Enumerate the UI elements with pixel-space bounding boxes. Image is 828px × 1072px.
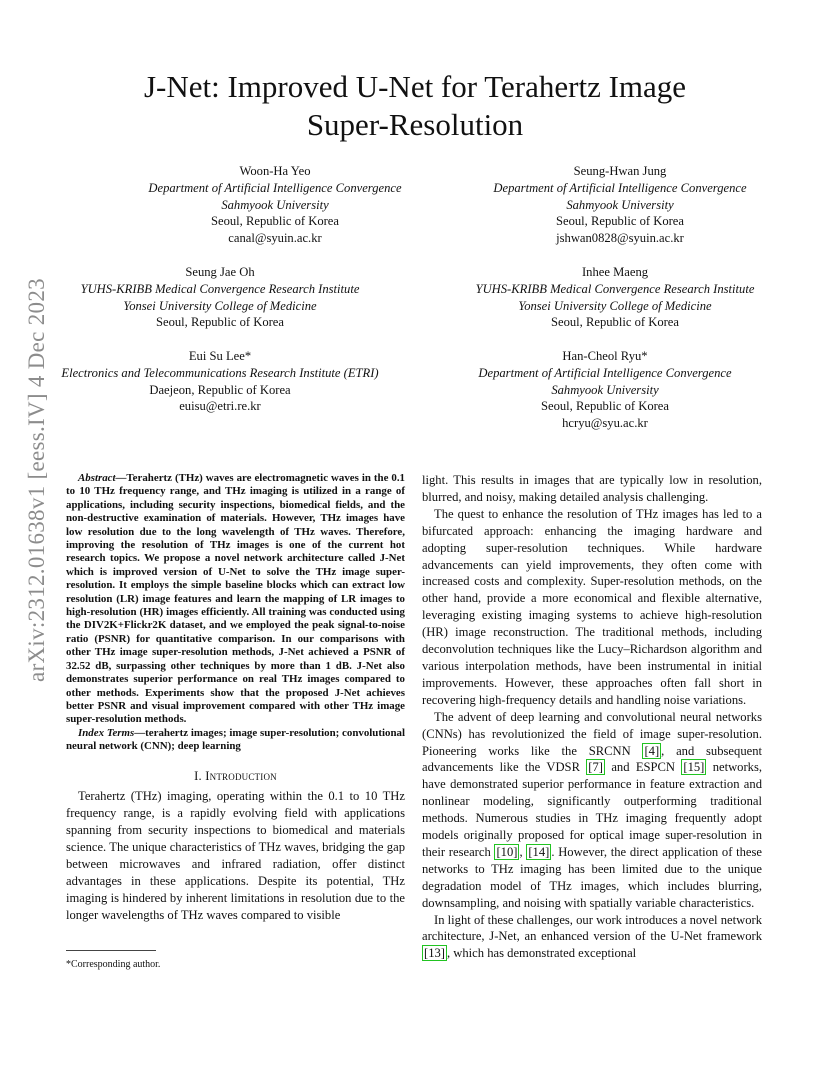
paragraph: The quest to enhance the resolution of THz images has led to a bifurcated approach: enhancing the imaging hardware and adopting super-resolution techniques. While hardware advancements can yield improvements, they often come with increased costs and complexity. Super-resolution methods, on the other hand, provide a more economical and flexible alternative, leveraging existing imaging systems to achieve high-resolution (HR) image reconstruction. The traditional methods, including deconvolution techniques like the Lucy–Richardson algorithm and various interpolation methods, have been instrumental in initial improvements. However, these approaches often fall short in recovering high-frequency details and handling noise variations. [422,506,762,707]
section-title: Introduction [205,768,277,783]
author-block [435,348,775,432]
author-location: Seoul, Republic of Korea [555,214,684,229]
right-column [422,472,762,962]
paragraph [422,912,762,963]
paragraph: Terahertz (THz) imaging, operating within the 0.1 to 10 THz frequency range, is a rapidly evolving field with applications spanning from security inspections to biomedical and materials science. The unique characteristics of THz waves, bridging the gap between microwaves and infrared radiation, offer distinct advantages in these applications. Despite its potential, THz imaging is hindered by inherent limitations in resolution due to the longer wavelengths of THz waves compared to visible [66,789,405,922]
author-location: Seoul, Republic of Korea [550,315,679,330]
author-name: Han-Cheol Ryu* [562,349,648,363]
author-affiliation: YUHS-KRIBB Medical Convergence Research Institute [475,281,755,296]
paragraph-text: , and subsequent advancements like the VDSR [422,743,762,775]
paragraph [422,709,762,912]
paragraph-text: networks, have demonstrated superior performance in feature extraction and nonlinear modeling, significantly outperforming traditional methods. Numerous studies in THz imaging frequently adopt models originally proposed for optical image super-resolution in their research [422,760,763,859]
footnote: *Corresponding author. [66,959,161,970]
paragraph-text: , which has demonstrated exceptional [446,946,637,961]
citation-link[interactable]: [7] [588,760,603,775]
footnote-rule [66,950,156,951]
paragraph-text: The advent of deep learning and convolutional neural networks (CNNs) has revolutionized the field of image super-resolution. Pioneering works like the SRCNN [422,709,762,758]
author-email[interactable]: hcryu@syu.ac.kr [562,416,648,431]
author-affiliation: Yonsei University College of Medicine [518,298,712,313]
paragraph-text: In light of these challenges, our work introduces a novel network architecture, J-Net, an enhanced version of the U-Net framework [422,912,762,944]
arxiv-identifier[interactable]: arXiv:2312.01638v1 [eess.IV] 4 Dec 2023 [24,278,49,682]
paragraph-text: and ESPCN [604,760,682,775]
section-number: I. [194,768,202,783]
author-name: Eui Su Lee* [188,349,252,363]
index-terms [66,727,405,754]
left-column [66,472,405,924]
author-affiliation: Sahmyook University [221,197,329,212]
citation-link[interactable]: [10] [496,844,518,859]
title-line-1: J-Net: Improved U-Net for Terahertz Image [143,69,687,104]
author-name: Inhee Maeng [581,265,649,279]
author-block [110,163,440,247]
citation-link[interactable]: [15] [683,760,705,775]
author-name: Seung-Hwan Jung [573,164,667,178]
index-terms-text: —terahertz images; image super-resolution; convolutional neural network (CNN); deep learning [66,726,405,753]
paper-title [90,68,740,144]
index-terms-label: Index Terms [78,726,135,739]
author-block [55,348,385,415]
author-affiliation: Department of Artificial Intelligence Convergence [493,180,747,195]
author-affiliation: YUHS-KRIBB Medical Convergence Research Institute [80,281,360,296]
abstract [66,472,405,727]
author-affiliation: Sahmyook University [551,382,659,397]
paragraph-text: . However, the direct application of these networks to THz imaging has been limited due to the unique degradation model of THz images, which includes blurring, downsampling, and noising with spatially variable characteristics. [422,844,762,910]
paragraph-text: , [519,844,527,859]
citation-link[interactable]: [4] [644,743,660,758]
abstract-text: —Terahertz (THz) waves are electromagnetic waves in the 0.1 to 10 THz frequency range, and THz imaging is utilized in a range of applications, including security inspections, biomedical fields, and the non-destructive examination of materials. However, THz images have low resolution due to the long wavelength of THz waves. Therefore, improving the resolution of THz images is one of the current hot research topics. We propose a novel network architecture called J-Net which is improved version of U-Net to solve the THz image super-resolution. It employs the simple baseline blocks which can extract low resolution (LR) image features and learn the mapping of LR images to high-resolution (HR) images efficiently. All training was conducted using the DIV2K+Flickr2K dataset, and we employed the peak signal-to-noise ratio (PSNR) for quantitative comparison. In our comparisons with other THz image super-resolution methods, J-Net achieved a PSNR of 32.52 dB, surpassing other techniques by more than 1 dB. J-Net also demonstrates superior performance on real THz images compared to other methods. Experiments show that the proposed J-Net achieves better PSNR and visual improvement compared with other THz image super-resolution methods. [66,472,405,726]
abstract-label: Abstract [78,472,116,484]
citation-link[interactable]: [14] [528,844,550,859]
citation-link[interactable]: [13] [424,946,445,961]
author-email[interactable]: canal@syuin.ac.kr [228,231,322,246]
author-affiliation: Yonsei University College of Medicine [123,298,317,313]
author-name: Seung Jae Oh [185,265,255,279]
author-email[interactable]: jshwan0828@syuin.ac.kr [556,231,684,246]
author-email[interactable]: euisu@etri.re.kr [179,399,261,414]
author-block [455,163,785,247]
author-affiliation: Department of Artificial Intelligence Convergence [478,365,732,380]
author-affiliation: Electronics and Telecommunications Research Institute (ETRI) [61,365,379,380]
author-name: Woon-Ha Yeo [239,164,311,178]
author-location: Seoul, Republic of Korea [155,315,284,330]
author-location: Seoul, Republic of Korea [540,399,669,414]
title-line-2: Super-Resolution [306,107,524,142]
author-location: Seoul, Republic of Korea [210,214,339,229]
section-heading [66,768,405,785]
paragraph: light. This results in images that are typically low in resolution, blurred, and noisy, making detailed analysis challenging. [422,473,762,504]
author-block [450,264,780,331]
author-location: Daejeon, Republic of Korea [149,382,291,397]
author-block [55,264,385,331]
author-affiliation: Sahmyook University [566,197,674,212]
author-affiliation: Department of Artificial Intelligence Convergence [148,180,402,195]
